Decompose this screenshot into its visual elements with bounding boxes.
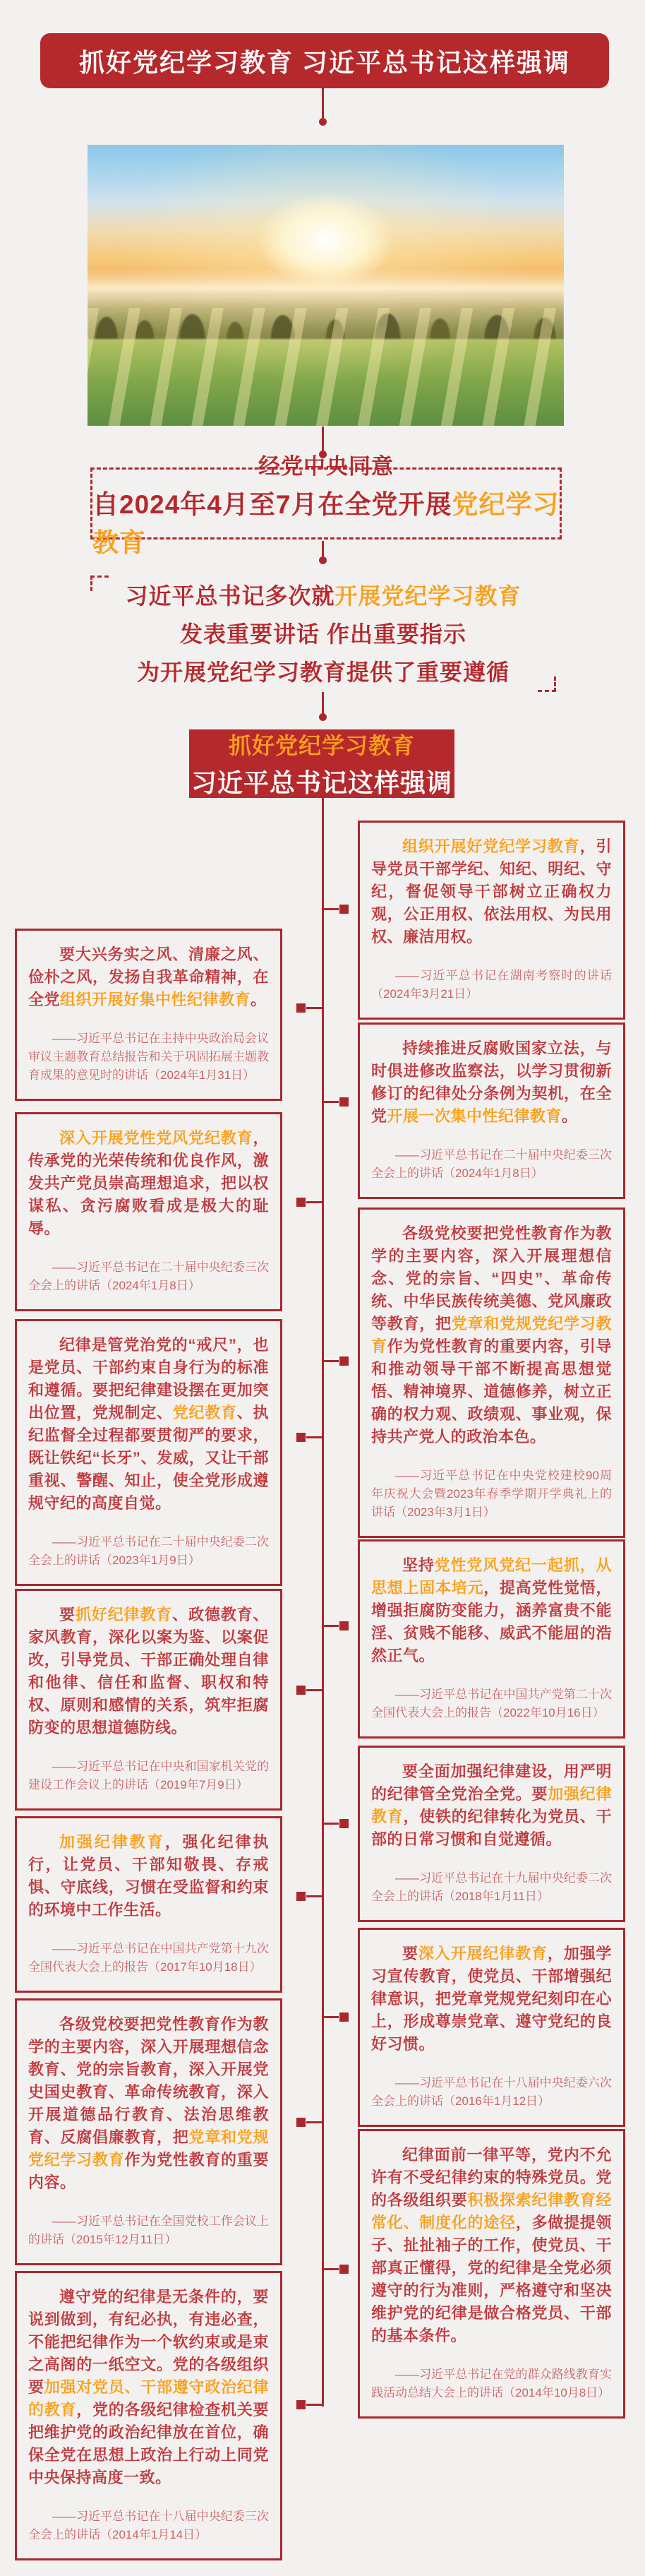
quote-text: 组织开展好党纪学习教育，引导党员干部学纪、知纪、明纪、守纪，督促领导干部树立正确权力观，公正用权、依法用权、为民用权、廉洁用权。 — [371, 837, 612, 946]
connector-line — [306, 1689, 322, 1691]
connector-line — [322, 88, 324, 118]
connector-square-icon — [339, 1621, 349, 1630]
quote-text: 纪律面前一律平等，党内不允许有不受纪律约束的特殊党员。党的各级组织要积极探索纪律教育经常化、制度化的途径，多做提提领子、扯扯袖子的工作，使党员、干部真正懂得，党的纪律是全党必须遵守的行为准则，严格遵守和坚决维护党的纪律是做合格党员、干部的基本条件。 — [371, 2146, 612, 2344]
quote-card — [358, 1208, 625, 1538]
quote-text: 要抓好纪律教育、政德教育、家风教育，深化以案为鉴、以案促改，引导党员、干部正确处理自律和他律、信任和监督、职权和特权、原则和感情的关系，筑牢拒腐防变的思想道德防线。 — [28, 1606, 269, 1736]
quote-text: 加强纪律教育，强化纪律执行，让党员、干部知敬畏、存戒惧、守底线，习惯在受监督和约束的环境中工作生活。 — [28, 1833, 269, 1919]
connector-line — [322, 1823, 339, 1825]
connector-line — [322, 427, 324, 451]
quote-attribution: ——习近平总书记在二十届中央纪委二次全会上的讲话（2023年1月9日） — [28, 1535, 269, 1567]
connector-line — [322, 2016, 339, 2018]
lead-section — [90, 576, 556, 692]
connector-square-icon — [296, 1686, 306, 1695]
connector-square-icon — [296, 2400, 306, 2409]
quote-attribution: ——习近平总书记在中国共产党第十九次全国代表大会上的报告（2017年10月18日） — [28, 1942, 269, 1974]
connector-square-icon — [339, 2265, 349, 2274]
quote-card — [15, 1998, 282, 2265]
connector-dot-icon — [319, 556, 327, 564]
quote-text: 遵守党的纪律是无条件的，要说到做到，有纪必执，有违必查，不能把纪律作为一个软约束或是束之高阁的一纸空文。党的各级组织要加强对党员、干部遵守政治纪律的教育，党的各级纪律检查机关要把维护党的政治纪律放在首位，确保全党在思想上政治上行动上同党中央保持高度一致。 — [28, 2288, 269, 2486]
photo-light-rays-layer — [88, 308, 564, 426]
quote-card — [15, 1589, 282, 1811]
center-title-line2: 习近平总书记这样强调 — [191, 768, 452, 797]
connector-line — [306, 1201, 322, 1203]
lead-line2: 发表重要讲话 作出重要指示 — [180, 621, 466, 647]
quote-attribution: ——习近平总书记在中央和国家机关党的建设工作会议上的讲话（2019年7月9日） — [28, 1760, 269, 1791]
connector-square-icon — [339, 1097, 349, 1107]
sunrise-photo — [88, 145, 564, 426]
corner-bracket-bottom-right-icon — [538, 676, 556, 692]
connector-line — [306, 2121, 322, 2123]
quote-attribution: ——习近平总书记在二十届中央纪委三次全会上的讲话（2024年1月8日） — [28, 1260, 269, 1292]
center-title-box — [189, 729, 454, 798]
quote-attribution: ——习近平总书记在中央党校建校90周年庆祝大会暨2023年春季学期开学典礼上的讲话（2023年3月1日） — [371, 1469, 612, 1519]
connector-square-icon — [296, 1198, 306, 1207]
quote-attribution: ——习近平总书记在主持中央政治局会议审议主题教育总结报告和关于巩固拓展主题教育成果的意见时的讲话（2024年1月31日） — [28, 1032, 269, 1082]
center-title-line1: 抓好党纪学习教育 — [228, 733, 415, 758]
connector-line — [322, 1101, 339, 1103]
intro-dashed-box — [90, 453, 562, 557]
quote-attribution: ——习近平总书记在党的群众路线教育实践活动总结大会上的讲话（2014年10月8日） — [371, 2368, 612, 2399]
quote-attribution: ——习近平总书记在全国党校工作会议上的讲话（2015年12月11日） — [28, 2214, 269, 2246]
quote-attribution: ——习近平总书记在中国共产党第二十次全国代表大会上的报告（2022年10月16日） — [371, 1688, 612, 1719]
quote-text: 各级党校要把党性教育作为教学的主要内容，深入开展理想信念教育、党的宗旨教育，深入开展党史国史教育、革命传统教育，深入开展道德品行教育、法治思维教育、反腐倡廉教育，把党章和党规党纪学习教育作为党性教育的重要内容。 — [28, 2015, 269, 2191]
connector-line — [322, 908, 339, 910]
quote-card — [358, 2129, 625, 2419]
quote-card — [15, 1816, 282, 1993]
quote-text: 坚持党性党风党纪一起抓，从思想上固本培元，提高党性觉悟，增强拒腐防变能力，涵养富贵不能淫、贫贱不能移、威武不能屈的浩然正气。 — [371, 1556, 612, 1664]
quote-attribution: ——习近平总书记在湖南考察时的讲话（2024年3月21日） — [371, 969, 612, 1001]
page-title-banner — [40, 33, 609, 88]
connector-line — [306, 1436, 322, 1438]
connector-line — [322, 2268, 339, 2270]
connector-line — [322, 692, 324, 713]
connector-square-icon — [296, 1003, 306, 1013]
timeline-spine — [322, 798, 324, 2407]
quote-card — [15, 929, 282, 1101]
connector-square-icon — [339, 2012, 349, 2022]
quote-text: 各级党校要把党性教育作为教学的主要内容，深入开展理想信念、党的宗旨、“四史”、革命传统、中华民族传统美德、党风廉政等教育，把党章和党规党纪学习教育作为党性教育的重要内容，引导和推动领导干部不断提高思想觉悟、精神境界、道德修养，树立正确的权力观、政绩观、事业观，保持共产党人的政治本色。 — [371, 1224, 612, 1445]
connector-square-icon — [296, 1433, 306, 1442]
connector-line — [322, 541, 324, 556]
connector-line — [306, 2404, 322, 2406]
corner-bracket-top-left-icon — [90, 576, 109, 591]
quote-card — [15, 1112, 282, 1311]
intro-line1: 经党中央同意 — [258, 453, 394, 479]
connector-square-icon — [339, 905, 349, 914]
quote-text: 纪律是管党治党的“戒尺”，也是党员、干部约束自身行为的标准和遵循。要把纪律建设摆在更加突出位置，党规制定、党纪教育、执纪监督全过程都要贯彻严的要求，既让铁纪“长牙”、发威，又让干部重视、警醒、知止，使全党形成遵规守纪的高度自觉。 — [28, 1336, 269, 1512]
quote-card — [358, 821, 625, 1020]
connector-square-icon — [296, 2118, 306, 2127]
quote-text: 深入开展党性党风党纪教育，传承党的光荣传统和优良作风，激发共产党员崇高理想追求，把以权谋私、贪污腐败看成是极大的耻辱。 — [28, 1129, 269, 1237]
quote-card — [358, 1022, 625, 1199]
quote-text: 要深入开展纪律教育，加强学习宣传教育，使党员、干部增强纪律意识，把党章党规党纪刻印在心上，形成尊崇党章、遵守党纪的良好习惯。 — [371, 1945, 612, 2053]
connector-line — [306, 1895, 322, 1897]
connector-line — [306, 1007, 322, 1009]
quote-attribution: ——习近平总书记在二十届中央纪委三次全会上的讲话（2024年1月8日） — [371, 1148, 612, 1180]
quote-text: 要全面加强纪律建设，用严明的纪律管全党治全党。要加强纪律教育，使铁的纪律转化为党员、干部的日常习惯和自觉遵循。 — [371, 1763, 612, 1848]
connector-square-icon — [339, 1356, 349, 1366]
connector-dot-icon — [319, 713, 327, 721]
intro-line2: 自2024年4月至7月在全党开展党纪学习教育 — [92, 489, 560, 557]
quote-text: 要大兴务实之风、清廉之风、俭朴之风，发扬自我革命精神，在全党组织开展好集中性纪律教育。 — [28, 946, 269, 1008]
quote-card — [358, 1539, 625, 1739]
quote-card — [358, 1928, 625, 2127]
connector-dot-icon — [319, 118, 327, 126]
lead-line3: 为开展党纪学习教育提供了重要遵循 — [136, 659, 510, 685]
quote-card — [15, 2271, 282, 2560]
connector-line — [322, 1625, 339, 1627]
quote-card — [358, 1746, 625, 1922]
lead-line1: 习近平总书记多次就开展党纪学习教育 — [125, 583, 522, 609]
quote-card — [15, 1319, 282, 1586]
quote-attribution: ——习近平总书记在十九届中央纪委二次全会上的讲话（2018年1月11日） — [371, 1871, 612, 1903]
connector-line — [322, 1360, 339, 1362]
quote-attribution: ——习近平总书记在十八届中央纪委六次全会上的讲话（2016年1月12日） — [371, 2076, 612, 2108]
quote-text: 持续推进反腐败国家立法，与时俱进修改监察法，以学习贯彻新修订的纪律处分条例为契机，在全党开展一次集中性纪律教育。 — [371, 1039, 612, 1125]
quote-attribution: ——习近平总书记在十八届中央纪委三次全会上的讲话（2014年1月14日） — [28, 2510, 269, 2541]
connector-square-icon — [296, 1892, 306, 1901]
connector-square-icon — [339, 1819, 349, 1828]
page-title: 抓好党纪学习教育 习近平总书记这样强调 — [78, 47, 570, 77]
